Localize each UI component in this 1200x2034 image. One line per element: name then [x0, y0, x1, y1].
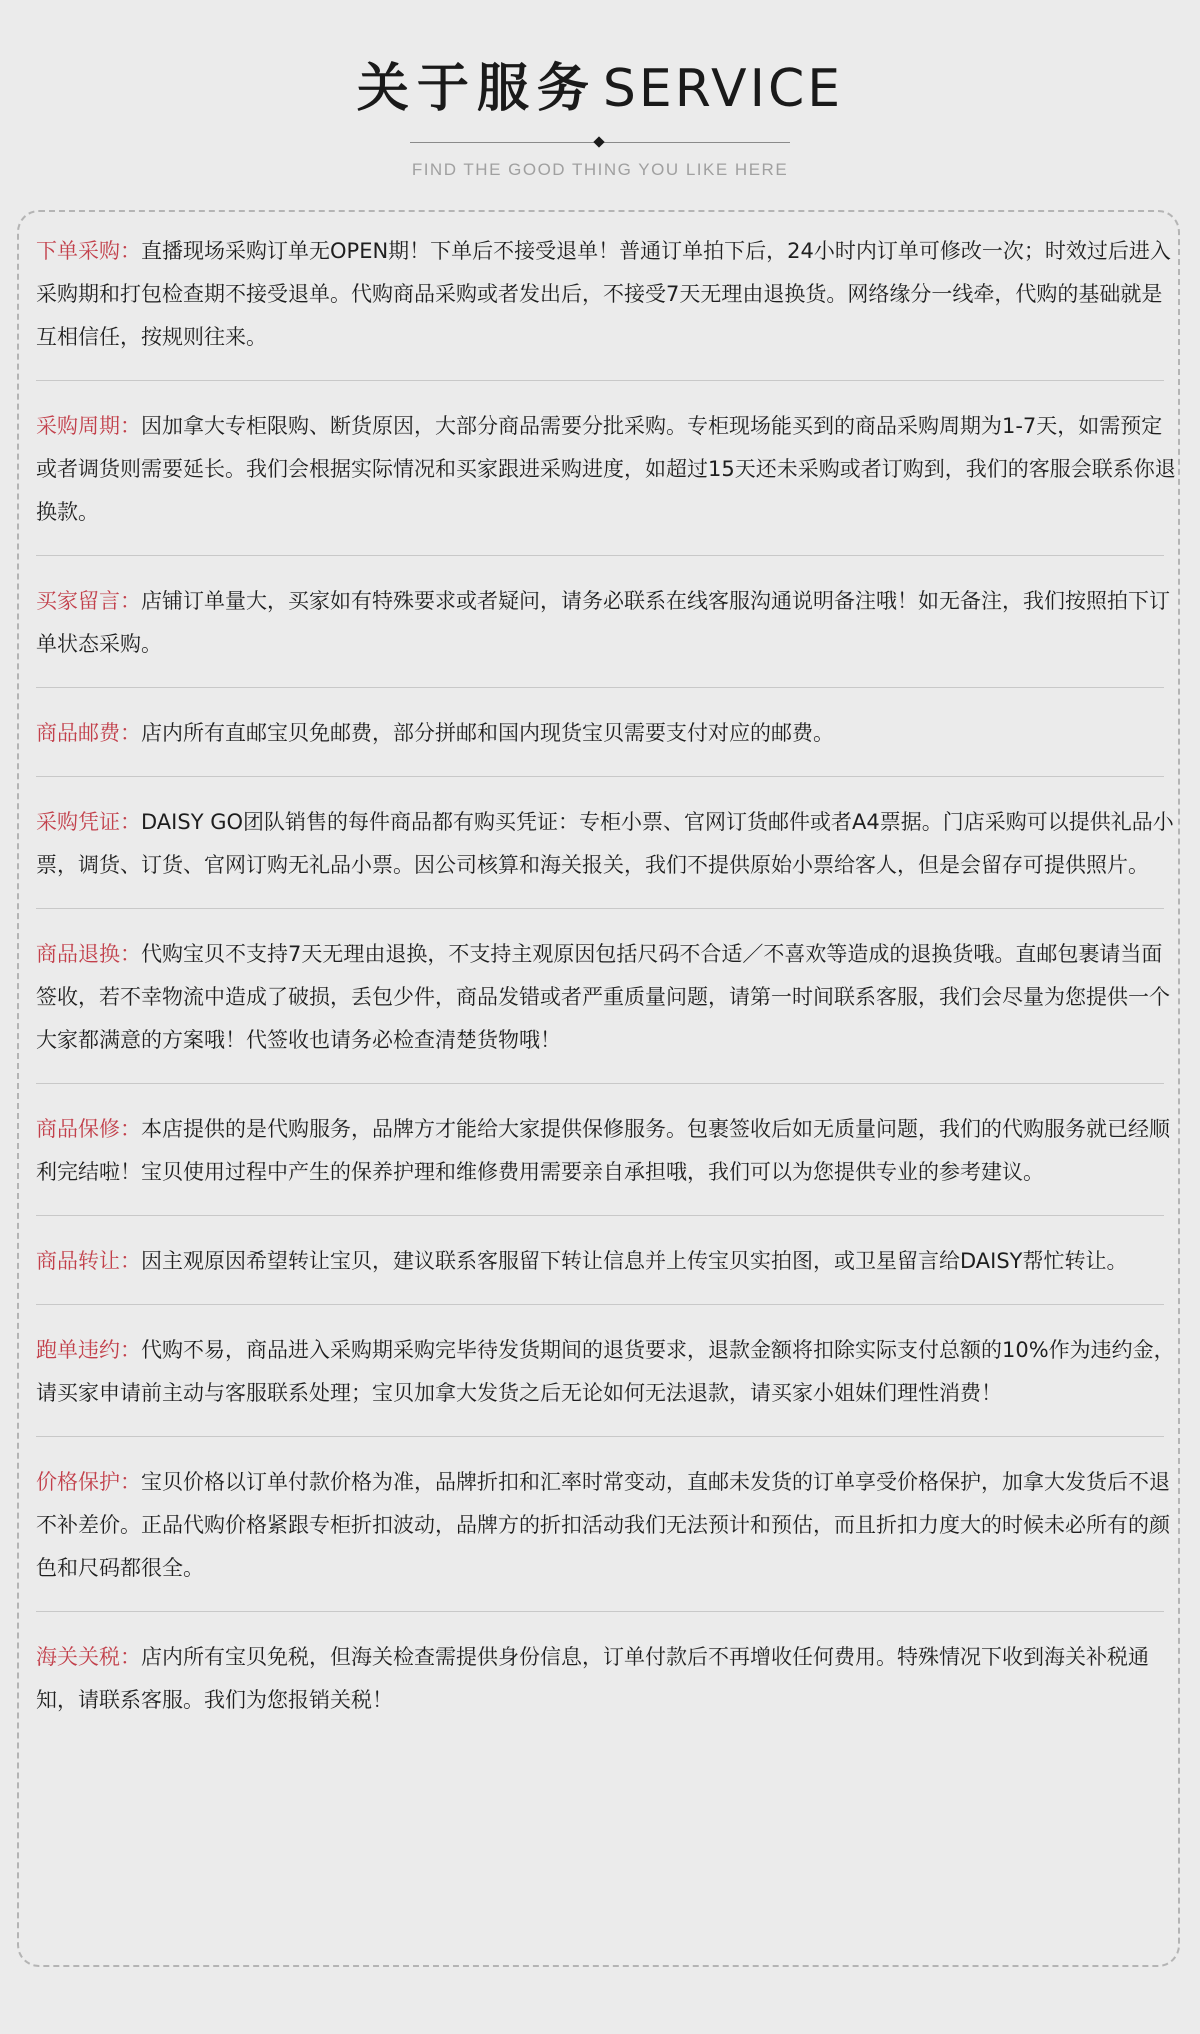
term-separator: [36, 1215, 1164, 1216]
service-header: [0, 0, 1200, 200]
title-english: SERVICE: [602, 59, 844, 119]
term-label: 商品退换：: [36, 942, 141, 966]
term-text: 店内所有直邮宝贝免邮费，部分拼邮和国内现货宝贝需要支付对应的邮费。: [141, 721, 834, 745]
term-separator: [36, 1436, 1164, 1437]
term-shipping-fee: [36, 712, 1178, 755]
term-label: 采购凭证：: [36, 810, 141, 834]
term-label: 跑单违约：: [36, 1338, 141, 1362]
term-separator: [36, 687, 1164, 688]
term-label: 商品保修：: [36, 1117, 141, 1141]
term-buyer-message: [36, 580, 1178, 666]
term-order-purchase: [36, 230, 1178, 359]
term-breach: [36, 1329, 1178, 1415]
title-chinese: 关于服务: [356, 58, 597, 119]
term-text: 因主观原因希望转让宝贝，建议联系客服留下转让信息并上传宝贝实拍图，或卫星留言给DAISY帮忙转让。: [141, 1249, 1128, 1273]
term-label: 下单采购：: [36, 239, 141, 263]
term-separator: [36, 908, 1164, 909]
term-separator: [36, 1611, 1164, 1612]
term-text: 直播现场采购订单无OPEN期！下单后不接受退单！普通订单拍下后，24小时内订单可修改一次；时效过后进入采购期和打包检查期不接受退单。代购商品采购或者发出后，不接受7天无理由退换货。网络缘分一线牵，代购的基础就是互相信任，按规则往来。: [36, 239, 1171, 349]
term-text: 店内所有宝贝免税，但海关检查需提供身份信息，订单付款后不再增收任何费用。特殊情况下收到海关补税通知，请联系客服。我们为您报销关税！: [36, 1645, 1149, 1712]
term-label: 商品邮费：: [36, 721, 141, 745]
page-subtitle: FIND THE GOOD THING YOU LIKE HERE: [411, 160, 789, 179]
term-returns: [36, 933, 1178, 1062]
term-separator: [36, 555, 1164, 556]
term-label: 买家留言：: [36, 589, 141, 613]
term-text: 代购不易，商品进入采购期采购完毕待发货期间的退货要求，退款金额将扣除实际支付总额的10%作为违约金，请买家申请前主动与客服联系处理；宝贝加拿大发货之后无论如何无法退款，请买家小姐妹们理性消费！: [36, 1338, 1175, 1405]
term-customs-duty: [36, 1636, 1178, 1722]
page-title: [0, 52, 1200, 126]
term-text: 本店提供的是代购服务，品牌方才能给大家提供保修服务。包裹签收后如无质量问题，我们的代购服务就已经顺利完结啦！宝贝使用过程中产生的保养护理和维修费用需要亲自承担哦，我们可以为您提供专业的参考建议。: [36, 1117, 1170, 1184]
term-price-protection: [36, 1461, 1178, 1590]
term-purchase-cycle: [36, 405, 1178, 534]
service-terms-list: [36, 230, 1178, 1722]
term-purchase-proof: [36, 801, 1178, 887]
term-text: 代购宝贝不支持7天无理由退换，不支持主观原因包括尺码不合适／不喜欢等造成的退换货哦。直邮包裹请当面签收，若不幸物流中造成了破损，丢包少件，商品发错或者严重质量问题，请第一时间联系客服，我们会尽量为您提供一个大家都满意的方案哦！代签收也请务必检查清楚货物哦！: [36, 942, 1170, 1052]
term-label: 采购周期：: [36, 414, 141, 438]
term-separator: [36, 1304, 1164, 1305]
term-separator: [36, 776, 1164, 777]
term-text: DAISY GO团队销售的每件商品都有购买凭证：专柜小票、官网订货邮件或者A4票据。门店采购可以提供礼品小票，调货、订货、官网订购无礼品小票。因公司核算和海关报关，我们不提供原始小票给客人，但是会留存可提供照片。: [36, 810, 1174, 877]
term-text: 宝贝价格以订单付款价格为准，品牌折扣和汇率时常变动，直邮未发货的订单享受价格保护，加拿大发货后不退不补差价。正品代购价格紧跟专柜折扣波动，品牌方的折扣活动我们无法预计和预估，而且折扣力度大的时候未必所有的颜色和尺码都很全。: [36, 1470, 1170, 1580]
term-label: 商品转让：: [36, 1249, 141, 1273]
term-separator: [36, 380, 1164, 381]
term-label: 海关关税：: [36, 1645, 141, 1669]
term-text: 店铺订单量大，买家如有特殊要求或者疑问，请务必联系在线客服沟通说明备注哦！如无备注，我们按照拍下订单状态采购。: [36, 589, 1170, 656]
divider-diamond-icon: [593, 136, 604, 147]
term-transfer: [36, 1240, 1178, 1283]
term-label: 价格保护：: [36, 1470, 141, 1494]
term-separator: [36, 1083, 1164, 1084]
term-warranty: [36, 1108, 1178, 1194]
term-text: 因加拿大专柜限购、断货原因，大部分商品需要分批采购。专柜现场能买到的商品采购周期为1-7天，如需预定或者调货则需要延长。我们会根据实际情况和买家跟进采购进度，如超过15天还未采购或者订购到，我们的客服会联系你退换款。: [36, 414, 1176, 524]
